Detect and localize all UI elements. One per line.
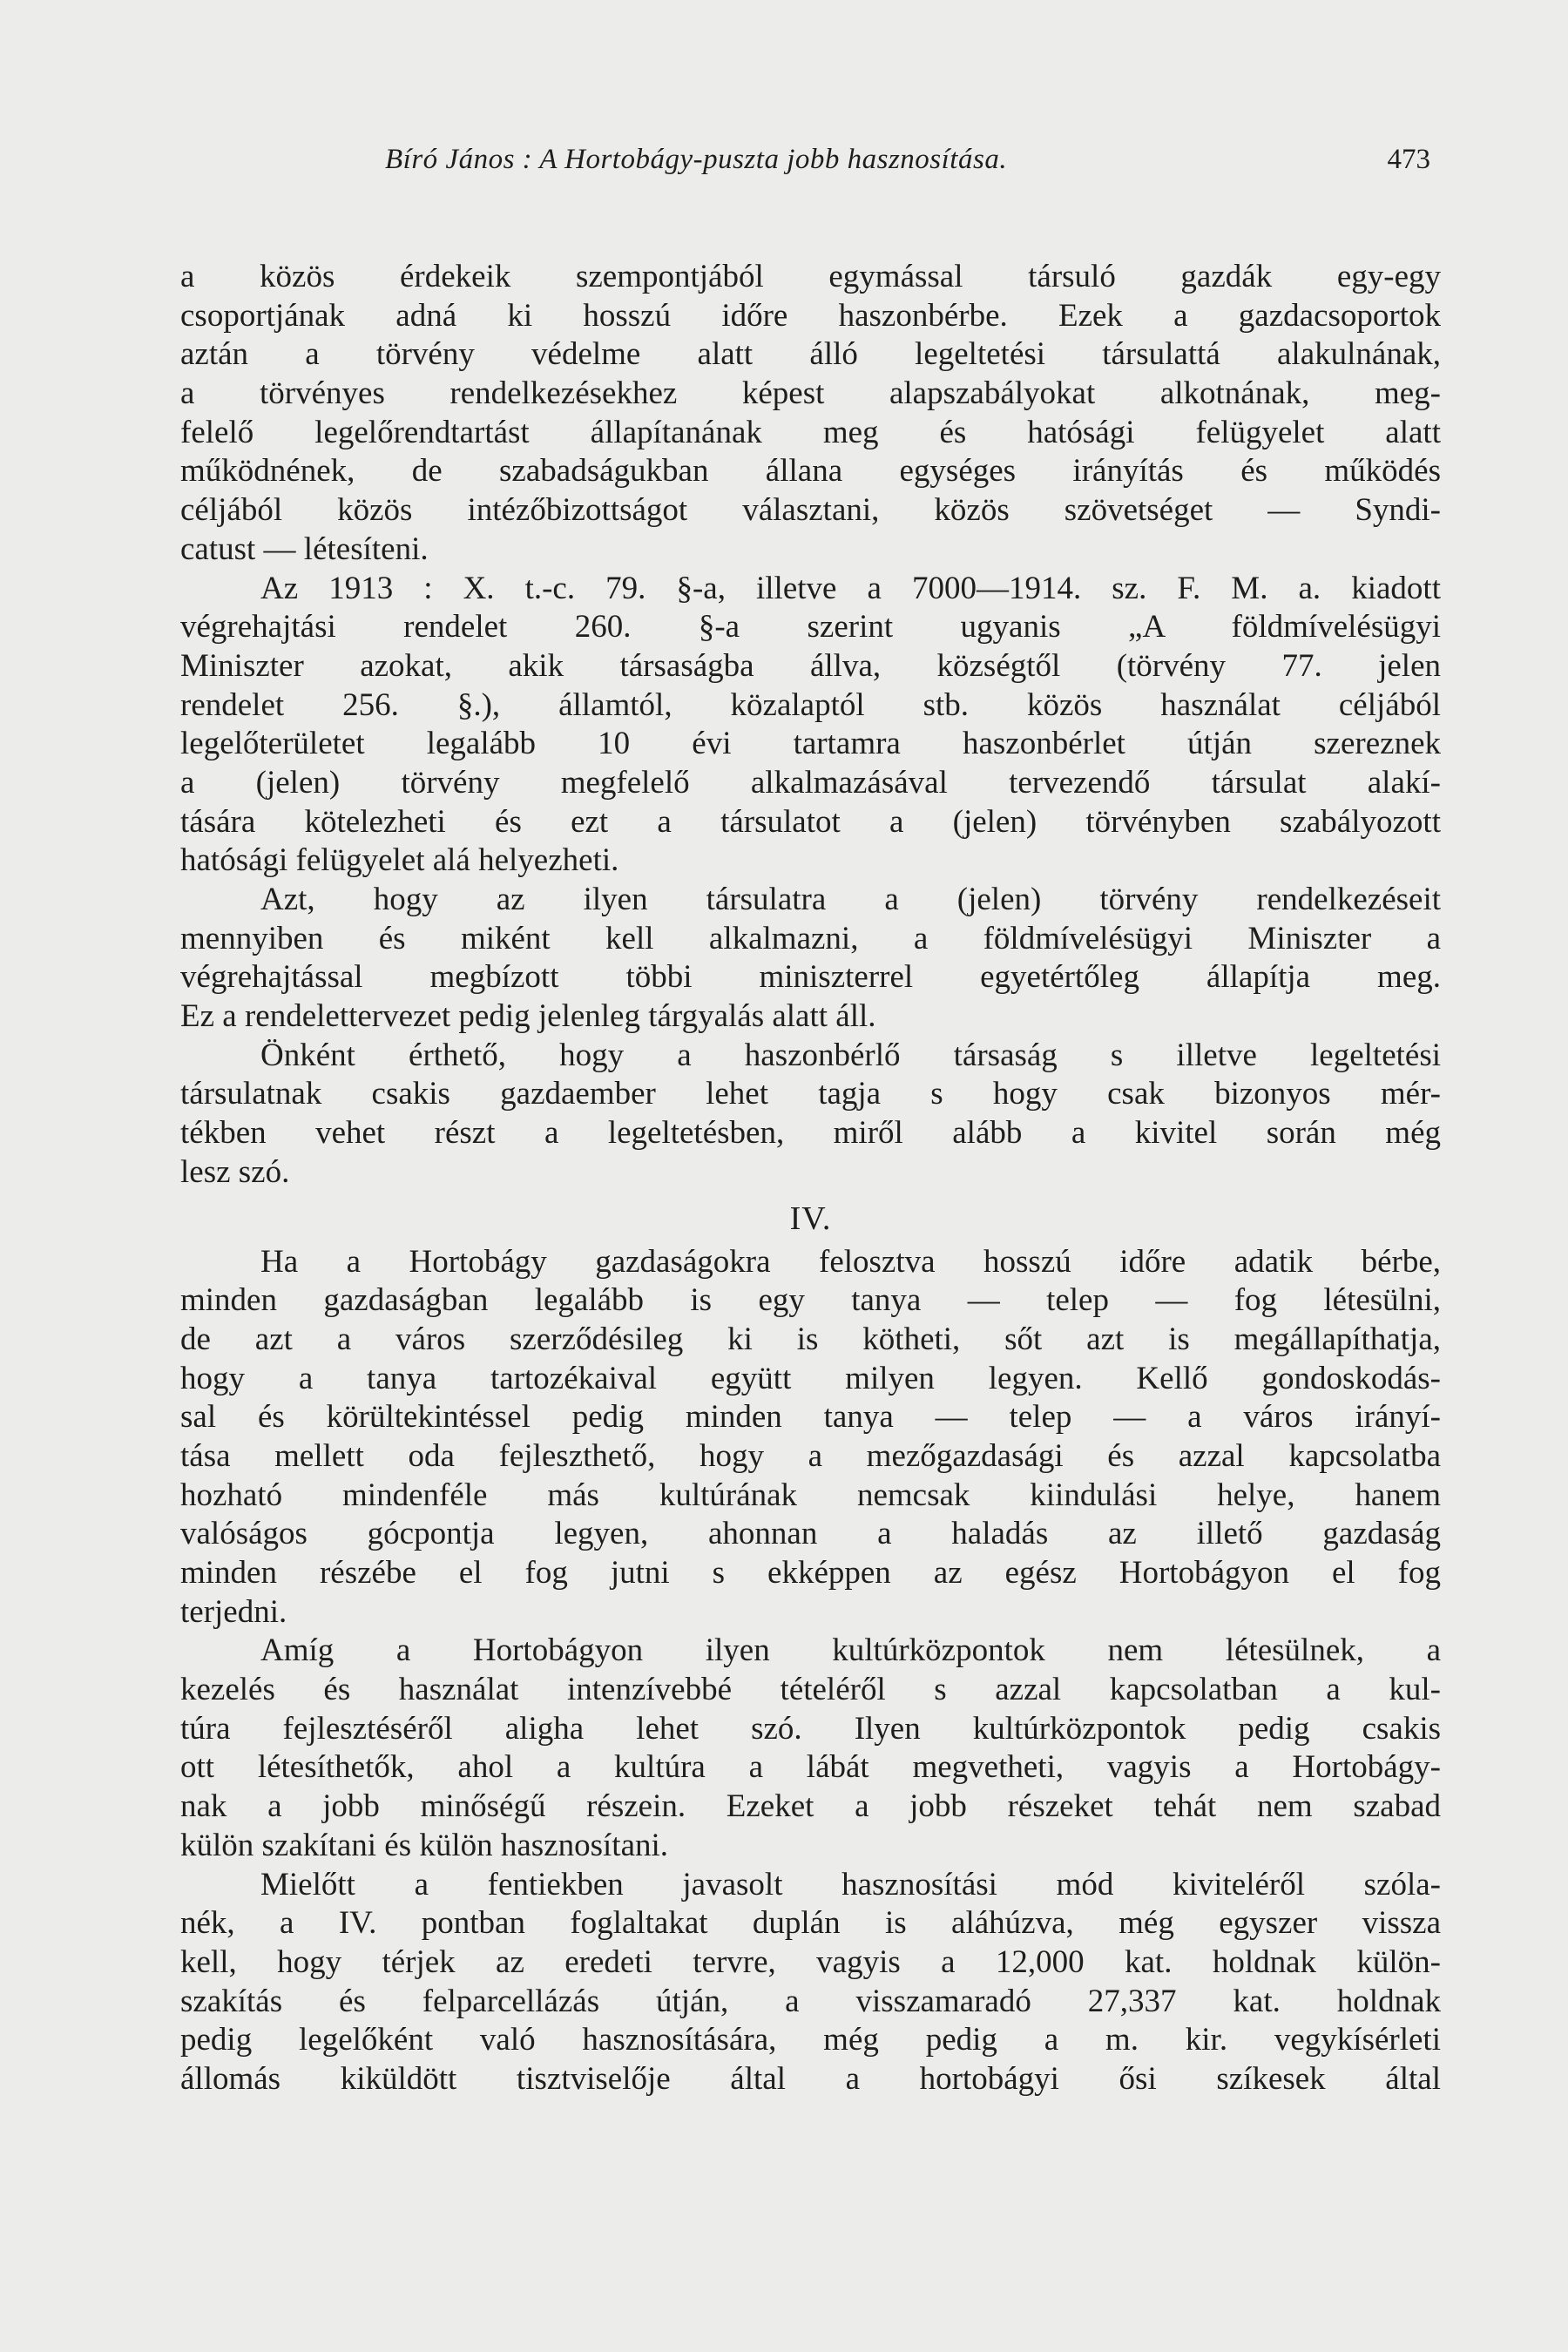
text-line: végrehajtással megbízott többi miniszterrel egyetértőleg állapítja meg.: [180, 959, 1441, 996]
text-line: hogy a tanya tartozékaival együtt milyen legyen. Kellő gondoskodás-: [180, 1360, 1441, 1396]
text-line: hozható mindenféle más kultúrának nemcsak kiindulási helye, hanem: [180, 1477, 1441, 1513]
text-line: a közös érdekeik szempontjából egymással társuló gazdák egy-egy: [180, 259, 1441, 294]
page-number: 473: [1387, 144, 1430, 175]
section-heading: IV.: [789, 1200, 832, 1237]
text-line: sal és körültekintéssel pedig minden tanya — telep — a város irányí-: [180, 1399, 1441, 1436]
text-line: nék, a IV. pontban foglaltakat duplán is aláhúzva, még egyszer vissza: [180, 1905, 1441, 1942]
paragraph: [180, 258, 1441, 570]
text-line: aztán a törvény védelme alatt álló legeltetési társulattá alakulnának,: [180, 336, 1441, 373]
text-line: catust — létesíteni.: [180, 531, 429, 567]
text-line: Miniszter azokat, akik társaságba állva, községtől (törvény 77. jelen: [180, 647, 1441, 684]
text-line: csoportjának adná ki hosszú időre haszonbérbe. Ezek a gazdacsoportok: [180, 297, 1441, 334]
text-line: de azt a város szerződésileg ki is kötheti, sőt azt is megállapíthatja,: [180, 1321, 1441, 1357]
text-line: végrehajtási rendelet 260. §-a szerint ugyanis „A földmívelésügyi: [180, 609, 1441, 645]
text-line: Mielőtt a fentiekben javasolt hasznosítási mód kiviteléről szóla-: [260, 1866, 1441, 1903]
text-line: állomás kiküldött tisztviselője által a hortobágyi ősi szíkesek által: [180, 2060, 1441, 2097]
running-title: Bíró János : A Hortobágy-puszta jobb hasznosítása.: [385, 144, 1008, 175]
text-line: Önként érthető, hogy a haszonbérlő társaság s illetve legeltetési: [260, 1037, 1441, 1073]
text-line: társulatnak csakis gazdaember lehet tagja s hogy csak bizonyos mér-: [180, 1076, 1441, 1112]
text-line: tására kötelezheti és ezt a társulatot a (jelen) törvényben szabályozott: [180, 803, 1441, 840]
text-line: Ha a Hortobágy gazdaságokra felosztva hosszú időre adatik bérbe,: [260, 1243, 1441, 1280]
text-line: valóságos gócpontja legyen, ahonnan a haladás az illető gazdaság: [180, 1516, 1441, 1552]
text-line: felelő legelőrendtartást állapítanának meg és hatósági felügyelet alatt: [180, 414, 1441, 450]
text-line: kezelés és használat intenzívebbé tételéről s azzal kapcsolatban a kul-: [180, 1672, 1441, 1708]
paragraph: [180, 570, 1441, 882]
text-line: szakítás és felparcellázás útján, a visszamaradó 27,337 kat. holdnak: [180, 1983, 1441, 2019]
body-text: [180, 258, 1441, 2099]
text-line: minden részébe el fog jutni s ekképpen az egész Hortobágyon el fog: [180, 1555, 1441, 1591]
paragraph: [180, 1632, 1441, 1865]
text-line: Azt, hogy az ilyen társulatra a (jelen) törvény rendelkezéseit: [260, 882, 1441, 917]
text-line: tása mellett oda fejleszthető, hogy a mezőgazdasági és azzal kapcsolatba: [180, 1437, 1441, 1474]
text-line: pedig legelőként való hasznosítására, még pedig a m. kir. vegykísérleti: [180, 2022, 1441, 2058]
paragraph: [180, 1037, 1441, 1193]
text-line: terjedni.: [180, 1593, 287, 1630]
paragraph: [180, 1243, 1441, 1632]
text-line: ott létesíthetők, ahol a kultúra a lábát megvetheti, vagyis a Hortobágy-: [180, 1749, 1441, 1786]
text-line: hatósági felügyelet alá helyezheti.: [180, 842, 619, 879]
text-line: legelőterületet legalább 10 évi tartamra haszonbérlet útján szereznek: [180, 726, 1441, 762]
paragraph: [180, 1866, 1441, 2099]
text-line: lesz szó.: [180, 1153, 290, 1190]
text-line: működnének, de szabadságukban állana egységes irányítás és működés: [180, 453, 1441, 490]
text-line: mennyiben és miként kell alkalmazni, a földmívelésügyi Miniszter a: [180, 920, 1441, 956]
text-line: külön szakítani és külön hasznosítani.: [180, 1827, 669, 1863]
paragraph: [180, 881, 1441, 1037]
text-line: kell, hogy térjek az eredeti tervre, vagyis a 12,000 kat. holdnak külön-: [180, 1943, 1441, 1980]
text-line: minden gazdaságban legalább is egy tanya — telep — fog létesülni,: [180, 1282, 1441, 1319]
text-line: a (jelen) törvény megfelelő alkalmazásával tervezendő társulat alakí-: [180, 764, 1441, 801]
text-line: céljából közös intézőbizottságot választani, közös szövetséget — Syndi-: [180, 492, 1441, 529]
text-line: rendelet 256. §.), államtól, közalaptól stb. közös használat céljából: [180, 686, 1441, 723]
text-line: túra fejlesztéséről aligha lehet szó. Ilyen kultúrközpontok pedig csakis: [180, 1710, 1441, 1747]
text-line: nak a jobb minőségű részein. Ezeket a jobb részeket tehát nem szabad: [180, 1788, 1441, 1825]
text-line: Az 1913 : X. t.-c. 79. §-a, illetve a 7000—1914. sz. F. M. a. kiadott: [260, 570, 1441, 606]
text-line: a törvényes rendelkezésekhez képest alapszabályokat alkotnának, meg-: [180, 375, 1441, 412]
running-header: [385, 138, 1430, 181]
text-line: Ez a rendelettervezet pedig jelenleg tárgyalás alatt áll.: [180, 998, 876, 1035]
text-line: Amíg a Hortobágyon ilyen kultúrközpontok nem létesülnek, a: [260, 1632, 1441, 1669]
text-line: tékben vehet részt a legeltetésben, miről alább a kivitel során még: [180, 1115, 1441, 1152]
